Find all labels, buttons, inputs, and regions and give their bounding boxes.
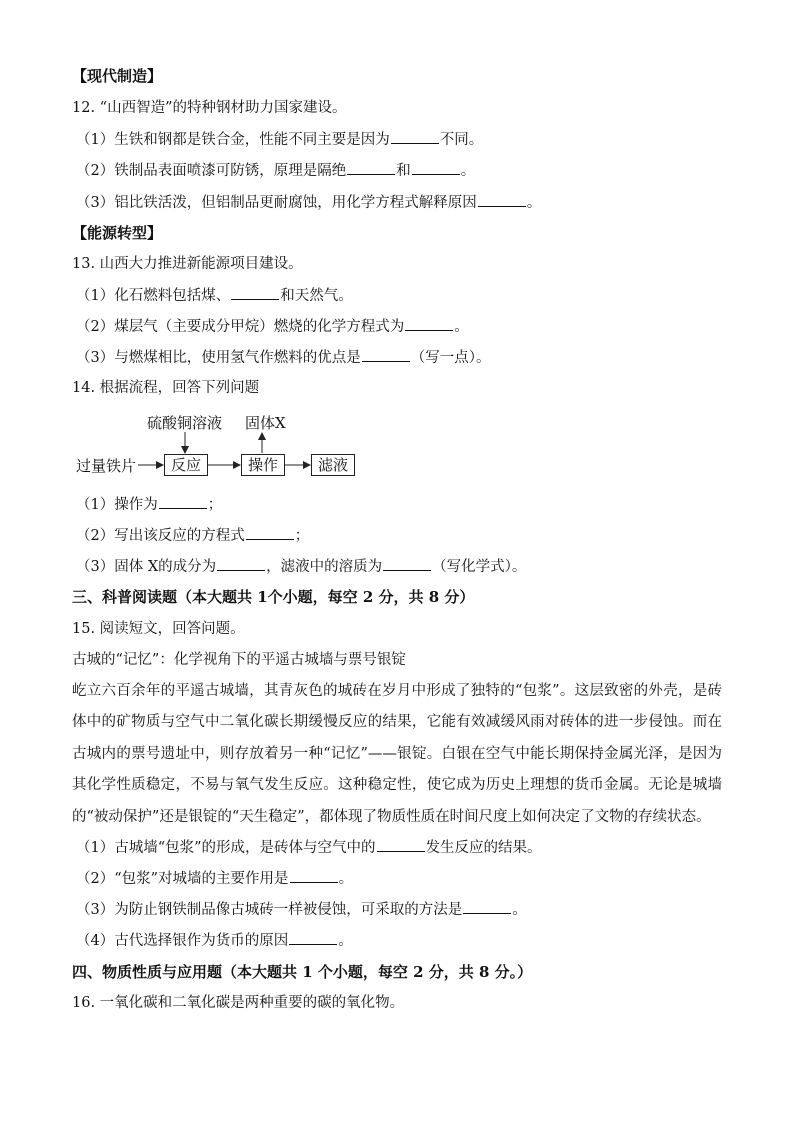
answer-blank	[159, 494, 207, 509]
question-14-part-3: （3）固体 X的成分为 ，滤液中的溶质为 （写化学式）。	[76, 556, 526, 577]
reading-passage: 屹立六百余年的平遥古城墙，其青灰色的城砖在岁月中形成了独特的“包浆”。这层致密的外壳，是砖体中的矿物质与空气中二氧化碳长期缓慢反应的结果，它能有效减缓风雨对砖体的进一步侵蚀。而在古城内的票号遗址中，则存放着另一种“记忆”——银锭。白银在空气中能长期保持金属光泽，是因为其化学性质稳定，不易与氧气发生反应。这种稳定性，使它成为历史上理想的货币金属。无论是城墙的“被动保护”还是银锭的“天生稳定”，都体现了物质性质在时间尺度上如何决定了文物的存续状态。	[72, 683, 722, 825]
question-12-part-2: （2）铁制品表面喷漆可防锈，原理是隔绝 和 。	[76, 160, 475, 181]
answer-blank	[383, 556, 431, 571]
question-13-part-1: （1）化石燃料包括煤、 和天然气。	[76, 285, 353, 306]
question-15-part-1: （1）古城墙“包浆”的形成，是砖体与空气中的 发生反应的结果。	[76, 837, 542, 858]
answer-blank	[377, 837, 425, 852]
flow-input-label: 过量铁片	[76, 457, 137, 475]
question-14-part-2: （2）写出该反应的方程式 ；	[76, 525, 309, 546]
question-13-stem: 13. 山西大力推进新能源项目建设。	[72, 256, 303, 272]
question-12-stem: 12. “山西智造”的特种钢材助力国家建设。	[72, 100, 347, 116]
flow-box-filtrate: 滤液	[311, 454, 355, 476]
answer-blank	[290, 868, 338, 883]
question-15-part-3: （3）为防止钢铁制品像古城砖一样被侵蚀，可采取的方法是 。	[76, 899, 527, 920]
question-15-stem: 15. 阅读短文，回答问题。	[72, 621, 245, 637]
flow-arrows	[0, 0, 794, 500]
flow-box-operation: 操作	[241, 454, 285, 476]
flow-product-label: 固体X	[245, 414, 286, 432]
section-3-heading: 三、科普阅读题（本大题共 1个小题，每空 2 分，共 8 分）	[72, 588, 475, 606]
question-12-part-3: （3）铝比铁活泼，但铝制品更耐腐蚀，用化学方程式解释原因 。	[76, 192, 541, 213]
section-heading-energy: 【能源转型】	[72, 224, 163, 242]
question-16-stem: 16. 一氧化碳和二氧化碳是两种重要的碳的氧化物。	[72, 995, 405, 1011]
question-12-part-1: （1）生铁和钢都是铁合金，性能不同主要是因为 不同。	[76, 129, 483, 150]
question-14-part-1: （1）操作为 ；	[76, 494, 222, 515]
question-15-part-4: （4）古代选择银作为货币的原因 。	[76, 930, 353, 951]
section-heading-modern: 【现代制造】	[72, 67, 163, 85]
question-13-part-2: （2）煤层气（主要成分甲烷）燃烧的化学方程式为 。	[76, 316, 469, 337]
section-4-heading: 四、物质性质与应用题（本大题共 1 个小题，每空 2 分，共 8 分。）	[72, 963, 533, 981]
passage-title: 古城的“记忆”：化学视角下的平遥古城墙与票号银锭	[72, 652, 406, 668]
answer-blank	[246, 525, 294, 540]
question-15-part-2: （2）“包浆”对城墙的主要作用是 。	[76, 868, 353, 889]
question-14-stem: 14. 根据流程，回答下列问题	[72, 380, 260, 396]
flow-box-reaction: 反应	[164, 454, 208, 476]
answer-blank	[463, 899, 511, 914]
question-13-part-3: （3）与燃煤相比，使用氢气作燃料的优点是 （写一点）。	[76, 347, 490, 368]
flow-reagent-label: 硫酸铜溶液	[147, 414, 223, 432]
answer-blank	[217, 556, 265, 571]
answer-blank	[289, 930, 337, 945]
